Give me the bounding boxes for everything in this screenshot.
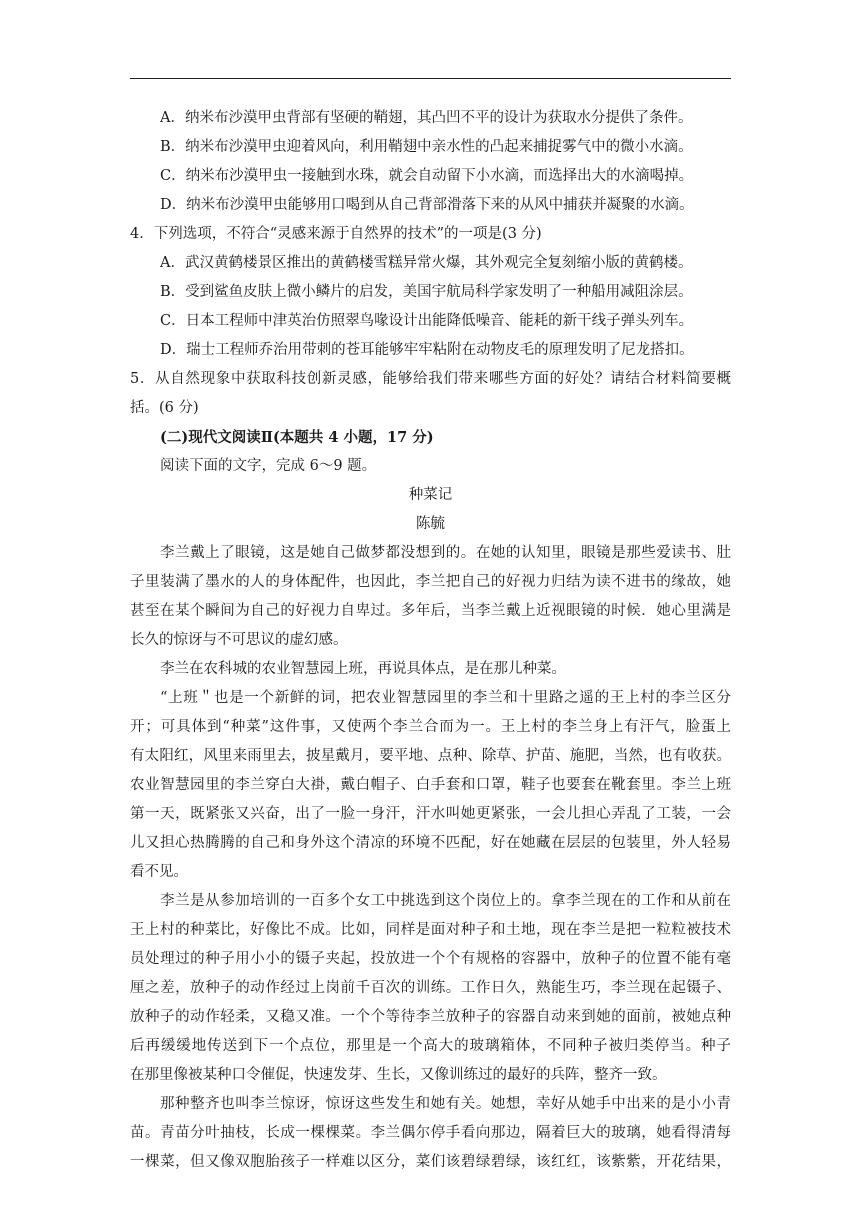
page-body — [130, 104, 731, 1177]
q3-option-b: B．纳米布沙漠甲虫迎着风向，利用鞘翅中亲水性的凸起来捕捉雾气中的微小水滴。 — [160, 139, 693, 155]
paragraph-line: 有太阳红，风里来雨里去，披星戴月，要平地、点种、除草、护苗、施肥，当然，也有收获。 — [130, 748, 731, 764]
q4-option-a: A．武汉黄鹤楼景区推出的黄鹤楼雪糕异常火爆，其外观完全复刻缩小版的黄鹤楼。 — [160, 255, 693, 271]
header-rule — [130, 78, 731, 79]
q3-option-c: C．纳米布沙漠甲虫一接触到水珠，就会自动留下小水滴，而选择出大的水滴喝掉。 — [160, 168, 694, 184]
paragraph-line: 苗。青苗分叶抽枝，长成一棵棵菜。李兰偶尔停手看向那边，隔着巨大的玻璃，她看得清每 — [130, 1125, 731, 1141]
paragraph — [130, 887, 731, 1090]
article-body — [130, 539, 731, 1177]
paragraph-line: 在那里像被某种口令催促，快速发芽、生长，又像训练过的最好的兵阵，整齐一致。 — [130, 1067, 667, 1083]
paragraph — [130, 539, 731, 655]
q4-option-b: B．受到鲨鱼皮肤上微小鳞片的启发，美国宇航局科学家发明了一种船用减阻涂层。 — [160, 284, 693, 300]
paragraph-line: 放种子的动作轻柔，又稳又准。一个个等待李兰放种子的容器自动来到她的面前，被她点种 — [130, 1009, 731, 1025]
q5-line-1: 5．从自然现象中获取科技创新灵感，能够给我们带来哪些方面的好处？请结合材料简要概 — [130, 371, 731, 387]
paragraph — [130, 684, 731, 887]
paragraph-line: 农业智慧园里的李兰穿白大褂，戴白帽子、白手套和口罩，鞋子也要套在靴套里。李兰上班 — [130, 777, 731, 793]
paragraph-line: 儿又担心热腾腾的自己和身外这个清凉的环境不匹配，好在她藏在层层的包装里，外人轻易 — [130, 835, 731, 851]
q3-option-d: D．纳米布沙漠甲虫能够用口喝到从自己背部滑落下来的从风中捕获并凝聚的水滴。 — [160, 197, 694, 213]
paragraph-line: 王上村的种菜比，好像比不成。比如，同样是面对种子和土地，现在李兰是把一粒粒被技术 — [130, 922, 731, 938]
paragraph-line: 看不见。 — [130, 864, 188, 880]
paragraph — [130, 1090, 731, 1177]
paragraph-line: “上班＂也是一个新鲜的词，把农业智慧园里的李兰和十里路之遥的王上村的李兰区分 — [160, 690, 731, 706]
q4-stem: 4．下列选项，不符合“灵感来源于自然界的技术”的一项是(3 分) — [130, 226, 542, 242]
paragraph-line: 一棵菜，但又像双胞胎孩子一样难以区分，菜们该碧绿碧绿，该红红，该紫紫，开花结果， — [130, 1154, 731, 1170]
section-heading: (二)现代文阅读Ⅱ(本题共 4 小题，17 分) — [160, 429, 434, 446]
paragraph-line: 厘之差，放种子的动作经过上岗前千百次的训练。工作日久，熟能生巧，李兰现在起镊子、 — [130, 980, 731, 996]
article-author: 陈毓 — [416, 516, 445, 532]
paragraph-line: 甚至在某个瞬间为自己的好视力自卑过。多年后，当李兰戴上近视眼镜的时候．她心里满是 — [130, 603, 731, 619]
paragraph-line: 李兰戴上了眼镜，这是她自己做梦都没想到的。在她的认知里，眼镜是那些爱读书、肚 — [160, 545, 731, 561]
article-title: 种菜记 — [408, 487, 453, 503]
section-instruction: 阅读下面的文字，完成 6～9 题。 — [160, 458, 377, 474]
paragraph-line: 开；可具体到“种菜”这件事，又使两个李兰合而为一。王上村的李兰身上有汗气，脸蛋上 — [130, 719, 731, 735]
q4-option-d: D．瑞士工程师乔治用带刺的苍耳能够牢牢粘附在动物皮毛的原理发明了尼龙搭扣。 — [160, 342, 694, 358]
paragraph-line: 后再缓缓地传送到下一个点位，那里是一个高大的玻璃箱体，不同种子被归类停当。种子 — [130, 1038, 731, 1054]
paragraph-line: 那种整齐也叫李兰惊讶，惊讶这些发生和她有关。她想，幸好从她手中出来的是小小青 — [160, 1096, 731, 1112]
paragraph-line: 李兰是从参加培训的一百多个女工中挑选到这个岗位上的。拿李兰现在的工作和从前在 — [160, 893, 731, 909]
paragraph-line: 第一天，既紧张又兴奋，出了一脸一身汗，汗水叫她更紧张，一会儿担心弄乱了工装，一会 — [130, 806, 731, 822]
paragraph-line: 长久的惊讶与不可思议的虚幻感。 — [130, 632, 348, 648]
paragraph-line: 员处理过的种子用小小的镊子夹起，投放进一个个有规格的容器中，放种子的位置不能有毫 — [130, 951, 731, 967]
paragraph — [130, 655, 731, 684]
paragraph-line: 子里装满了墨水的人的身体配件，也因此，李兰把自己的好视力归结为读不进书的缘故，她 — [130, 574, 731, 590]
paragraph-line: 李兰在农科城的农业智慧园上班，再说具体点，是在那儿种菜。 — [160, 661, 566, 677]
q4-option-c: C．日本工程师中津英治仿照翠鸟喙设计出能降低噪音、能耗的新干线子弹头列车。 — [160, 313, 694, 329]
q5-line-2: 括。(6 分) — [130, 400, 199, 416]
q3-option-a: A．纳米布沙漠甲虫背部有坚硬的鞘翅，其凸凹不平的设计为获取水分提供了条件。 — [160, 110, 693, 126]
